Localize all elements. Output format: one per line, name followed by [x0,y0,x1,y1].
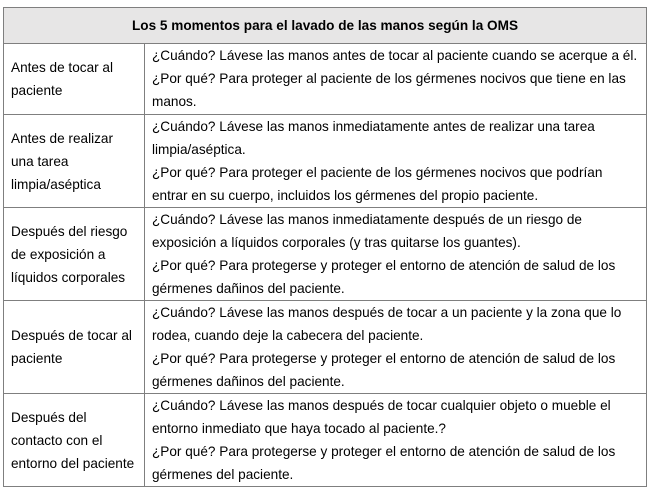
when-text: ¿Cuándo? Lávese las manos antes de tocar al paciente cuando se acerque a él. [152,48,638,63]
description-cell [145,301,647,394]
when-text: ¿Cuándo? Lávese las manos después de tocar cualquier objeto o mueble el entorno inmediato que haya tocado al paciente.? [152,398,611,436]
why-text: ¿Por qué? Para proteger el paciente de los gérmenes nocivos que podrían entrar en su cuerpo, incluidos los gérmenes del propio paciente. [152,165,603,203]
why-text: ¿Por qué? Para proteger al paciente de los gérmenes nocivos que tiene en las manos. [152,71,626,109]
table-row [4,394,647,487]
table-row [4,115,647,208]
table-header-row [4,8,647,44]
moment-cell: Antes de tocar al paciente [4,44,145,115]
moment-cell: Después del riesgo de exposición a líquidos corporales [4,208,145,301]
table-row [4,208,647,301]
table-title: Los 5 momentos para el lavado de las manos según la OMS [4,8,647,44]
description-cell [145,44,647,115]
why-text: ¿Por qué? Para protegerse y proteger el entorno de atención de salud de los gérmenes dañinos del paciente. [152,351,616,389]
moment-cell: Antes de realizar una tarea limpia/aséptica [4,115,145,208]
why-text: ¿Por qué? Para protegerse y proteger el entorno de atención de salud de los gérmenes del paciente. [152,444,616,482]
why-text: ¿Por qué? Para protegerse y proteger el entorno de atención de salud de los gérmenes dañinos del paciente. [152,258,616,296]
when-text: ¿Cuándo? Lávese las manos después de tocar a un paciente y la zona que lo rodea, cuando deje la cabecera del paciente. [152,305,622,343]
who-handwashing-table [3,7,647,487]
table-row [4,301,647,394]
moment-cell: Después de tocar al paciente [4,301,145,394]
when-text: ¿Cuándo? Lávese las manos inmediatamente antes de realizar una tarea limpia/aséptica. [152,119,595,157]
moment-cell: Después del contacto con el entorno del paciente [4,394,145,487]
description-cell [145,115,647,208]
when-text: ¿Cuándo? Lávese las manos inmediatamente después de un riesgo de exposición a líquidos corporales (y tras quitarse los guantes). [152,212,582,250]
description-cell [145,208,647,301]
description-cell [145,394,647,487]
table-row [4,44,647,115]
